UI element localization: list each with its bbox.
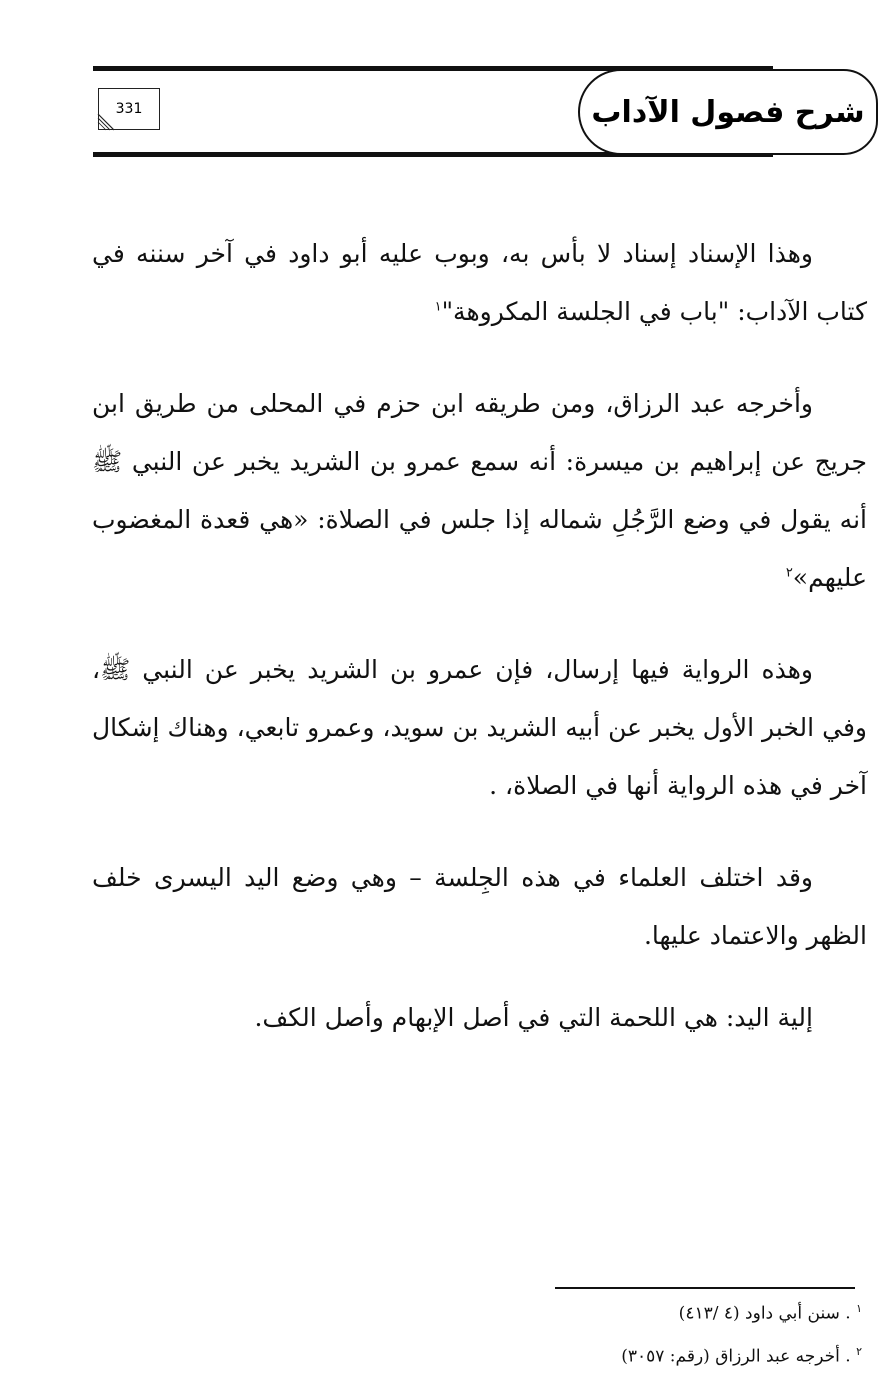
footnote-separator [555,1287,855,1289]
paragraph-text: وقد اختلف العلماء في هذه الجِلسة – وهي وضع اليد اليسرى خلف الظهر والاعتماد عليها. [92,863,867,950]
paragraph-text: وهذه الرواية فيها إرسال، فإن عمرو بن الشريد يخبر عن النبي ﷺ، وفي الخبر الأول يخبر عن أبيه الشريد بن سويد، وعمرو تابعي، وهناك إشكال آخر في هذه الرواية أنها في الصلاة، . [92,655,867,800]
footnotes [300,1290,862,1375]
book-title: شرح فصول الآداب [591,94,865,130]
header-title-box [578,69,878,155]
main-text [92,225,867,1081]
page-curl-icon [96,112,116,132]
paragraph-2 [92,375,867,607]
paragraph-text: وأخرجه عبد الرزاق، ومن طريقه ابن حزم في المحلى من طريق ابن جريج عن إبراهيم بن ميسرة: أنه سمع عمرو بن الشريد يخبر عن النبي ﷺ أنه يقول في وضع الرَّجُلِ شماله إذا جلس في الصلاة: «هي قعدة المغضوب عليهم» [92,389,867,592]
paragraph-4 [92,849,867,965]
paragraph-text: وهذا الإسناد إسناد لا بأس به، وبوب عليه أبو داود في آخر سننه في كتاب الآداب: "باب في الجلسة المكروهة" [92,239,867,326]
footnote-number: ١ [856,1302,862,1315]
paragraph-5 [92,989,867,1047]
paragraph-3 [92,641,867,815]
footnote-text: . أخرجه عبد الرزاق (رقم: ٣٠٥٧) [621,1346,851,1367]
page-number: 331 [115,101,143,117]
footnote-ref[interactable]: ٢ [785,565,793,581]
footnote-text: . سنن أبي داود (٤ /٤١٣) [678,1303,851,1324]
footnote-number: ٢ [856,1344,862,1358]
footnote-1 [300,1290,862,1333]
paragraph-1 [92,225,867,341]
paragraph-text: إلية اليد: هي اللحمة التي في أصل الإبهام وأصل الكف. [254,1003,813,1032]
footnote-2 [300,1333,862,1376]
footnote-ref[interactable]: ١ [434,299,442,315]
